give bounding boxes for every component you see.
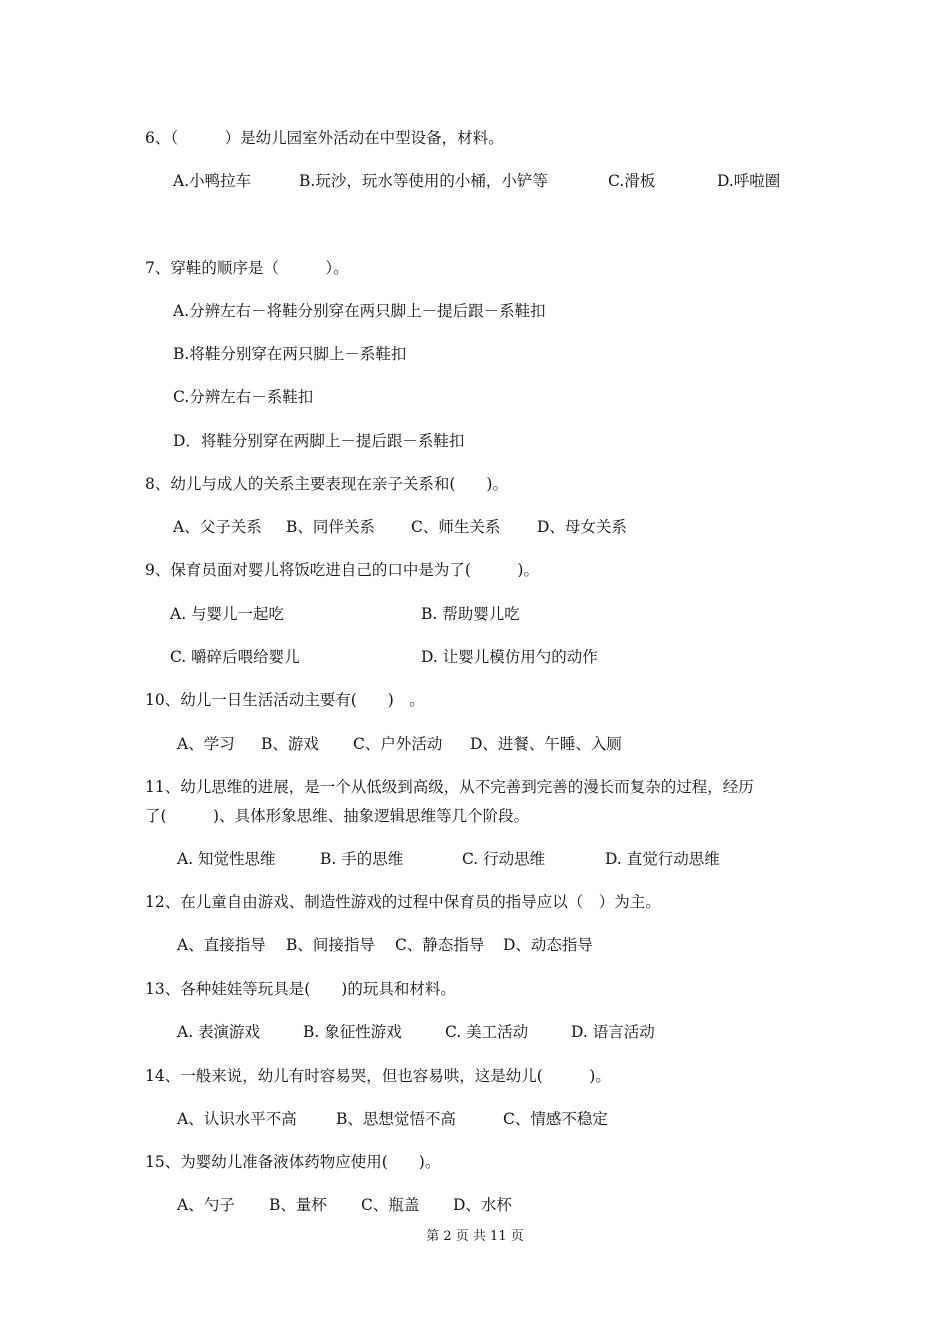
question-12-option-d: D、动态指导 [503,936,593,954]
question-11-stem-line-1: 11、幼儿思维的进展，是一个从低级到高级，从不完善到完善的漫长而复杂的过程，经历 [145,778,754,796]
question-11-option-d: D. 直觉行动思维 [605,850,720,868]
question-6-option-d: D.呼啦圈 [717,172,781,190]
question-8-option-a: A、父子关系 [173,518,262,536]
question-12-stem: 12、在儿童自由游戏、制造性游戏的过程中保育员的指导应以（ ）为主。 [145,893,661,911]
question-8-stem: 8、幼儿与成人的关系主要表现在亲子关系和( )。 [145,475,508,493]
question-8-option-c: C、师生关系 [411,518,501,536]
question-13-option-d: D. 语言活动 [571,1023,655,1041]
question-10-option-b: B、游戏 [261,735,319,753]
question-7-stem: 7、穿鞋的顺序是（ ）。 [145,259,349,277]
question-8-option-b: B、同伴关系 [286,518,375,536]
question-15-stem: 15、为婴幼儿准备液体药物应使用( )。 [145,1153,441,1171]
question-9-option-d: D. 让婴儿模仿用勺的动作 [421,648,598,666]
question-13-option-c: C. 美工活动 [445,1023,529,1041]
question-12-option-c: C、静态指导 [395,936,485,954]
question-7-option-b: B.将鞋分别穿在两只脚上－系鞋扣 [173,345,407,363]
question-7-option-c: C.分辨左右－系鞋扣 [173,388,314,406]
question-11-option-a: A. 知觉性思维 [177,850,276,868]
question-6-option-b: B.玩沙，玩水等使用的小桶，小铲等 [299,172,548,190]
page-footer: 第 2 页 共 11 页 [426,1229,524,1244]
question-15-option-c: C、瓶盖 [361,1196,420,1214]
question-11-option-c: C. 行动思维 [462,850,546,868]
question-14-option-a: A、认识水平不高 [177,1110,297,1128]
question-6-stem: 6、（ ）是幼儿园室外活动在中型设备，材料。 [145,129,504,147]
question-12-option-b: B、间接指导 [286,936,375,954]
question-13-stem: 13、各种娃娃等玩具是( )的玩具和材料。 [145,980,456,998]
question-7-option-a: A.分辨左右－将鞋分别穿在两只脚上－提后跟－系鞋扣 [173,302,546,320]
question-8-option-d: D、母女关系 [537,518,627,536]
question-9-option-b: B. 帮助婴儿吃 [421,605,520,623]
question-15-option-a: A、勺子 [177,1196,235,1214]
question-10-stem: 10、幼儿一日生活活动主要有( ) 。 [145,691,425,709]
question-7-option-d: D．将鞋分别穿在两脚上－提后跟－系鞋扣 [173,432,465,450]
question-14-option-c: C、情感不稳定 [503,1110,608,1128]
question-13-option-a: A. 表演游戏 [177,1023,261,1041]
question-10-option-a: A、学习 [177,735,235,753]
question-10-option-d: D、进餐、午睡、入厕 [470,735,622,753]
question-13-option-b: B. 象征性游戏 [303,1023,402,1041]
question-6-option-c: C.滑板 [608,172,656,190]
question-12-option-a: A、直接指导 [177,936,266,954]
question-15-option-d: D、水杯 [453,1196,512,1214]
question-9-option-c: C. 嚼碎后喂给婴儿 [170,648,300,666]
question-14-option-b: B、思想觉悟不高 [336,1110,456,1128]
question-11-option-b: B. 手的思维 [320,850,404,868]
question-14-stem: 14、一般来说，幼儿有时容易哭，但也容易哄，这是幼儿( )。 [145,1067,611,1085]
question-15-option-b: B、量杯 [269,1196,327,1214]
question-9-option-a: A. 与婴儿一起吃 [170,605,285,623]
question-9-stem: 9、保育员面对婴儿将饭吃进自己的口中是为了( )。 [145,561,539,579]
question-10-option-c: C、户外活动 [353,735,443,753]
question-11-stem-line-2: 了( )、具体形象思维、抽象逻辑思维等几个阶段。 [145,807,530,825]
question-6-option-a: A.小鸭拉车 [173,172,252,190]
